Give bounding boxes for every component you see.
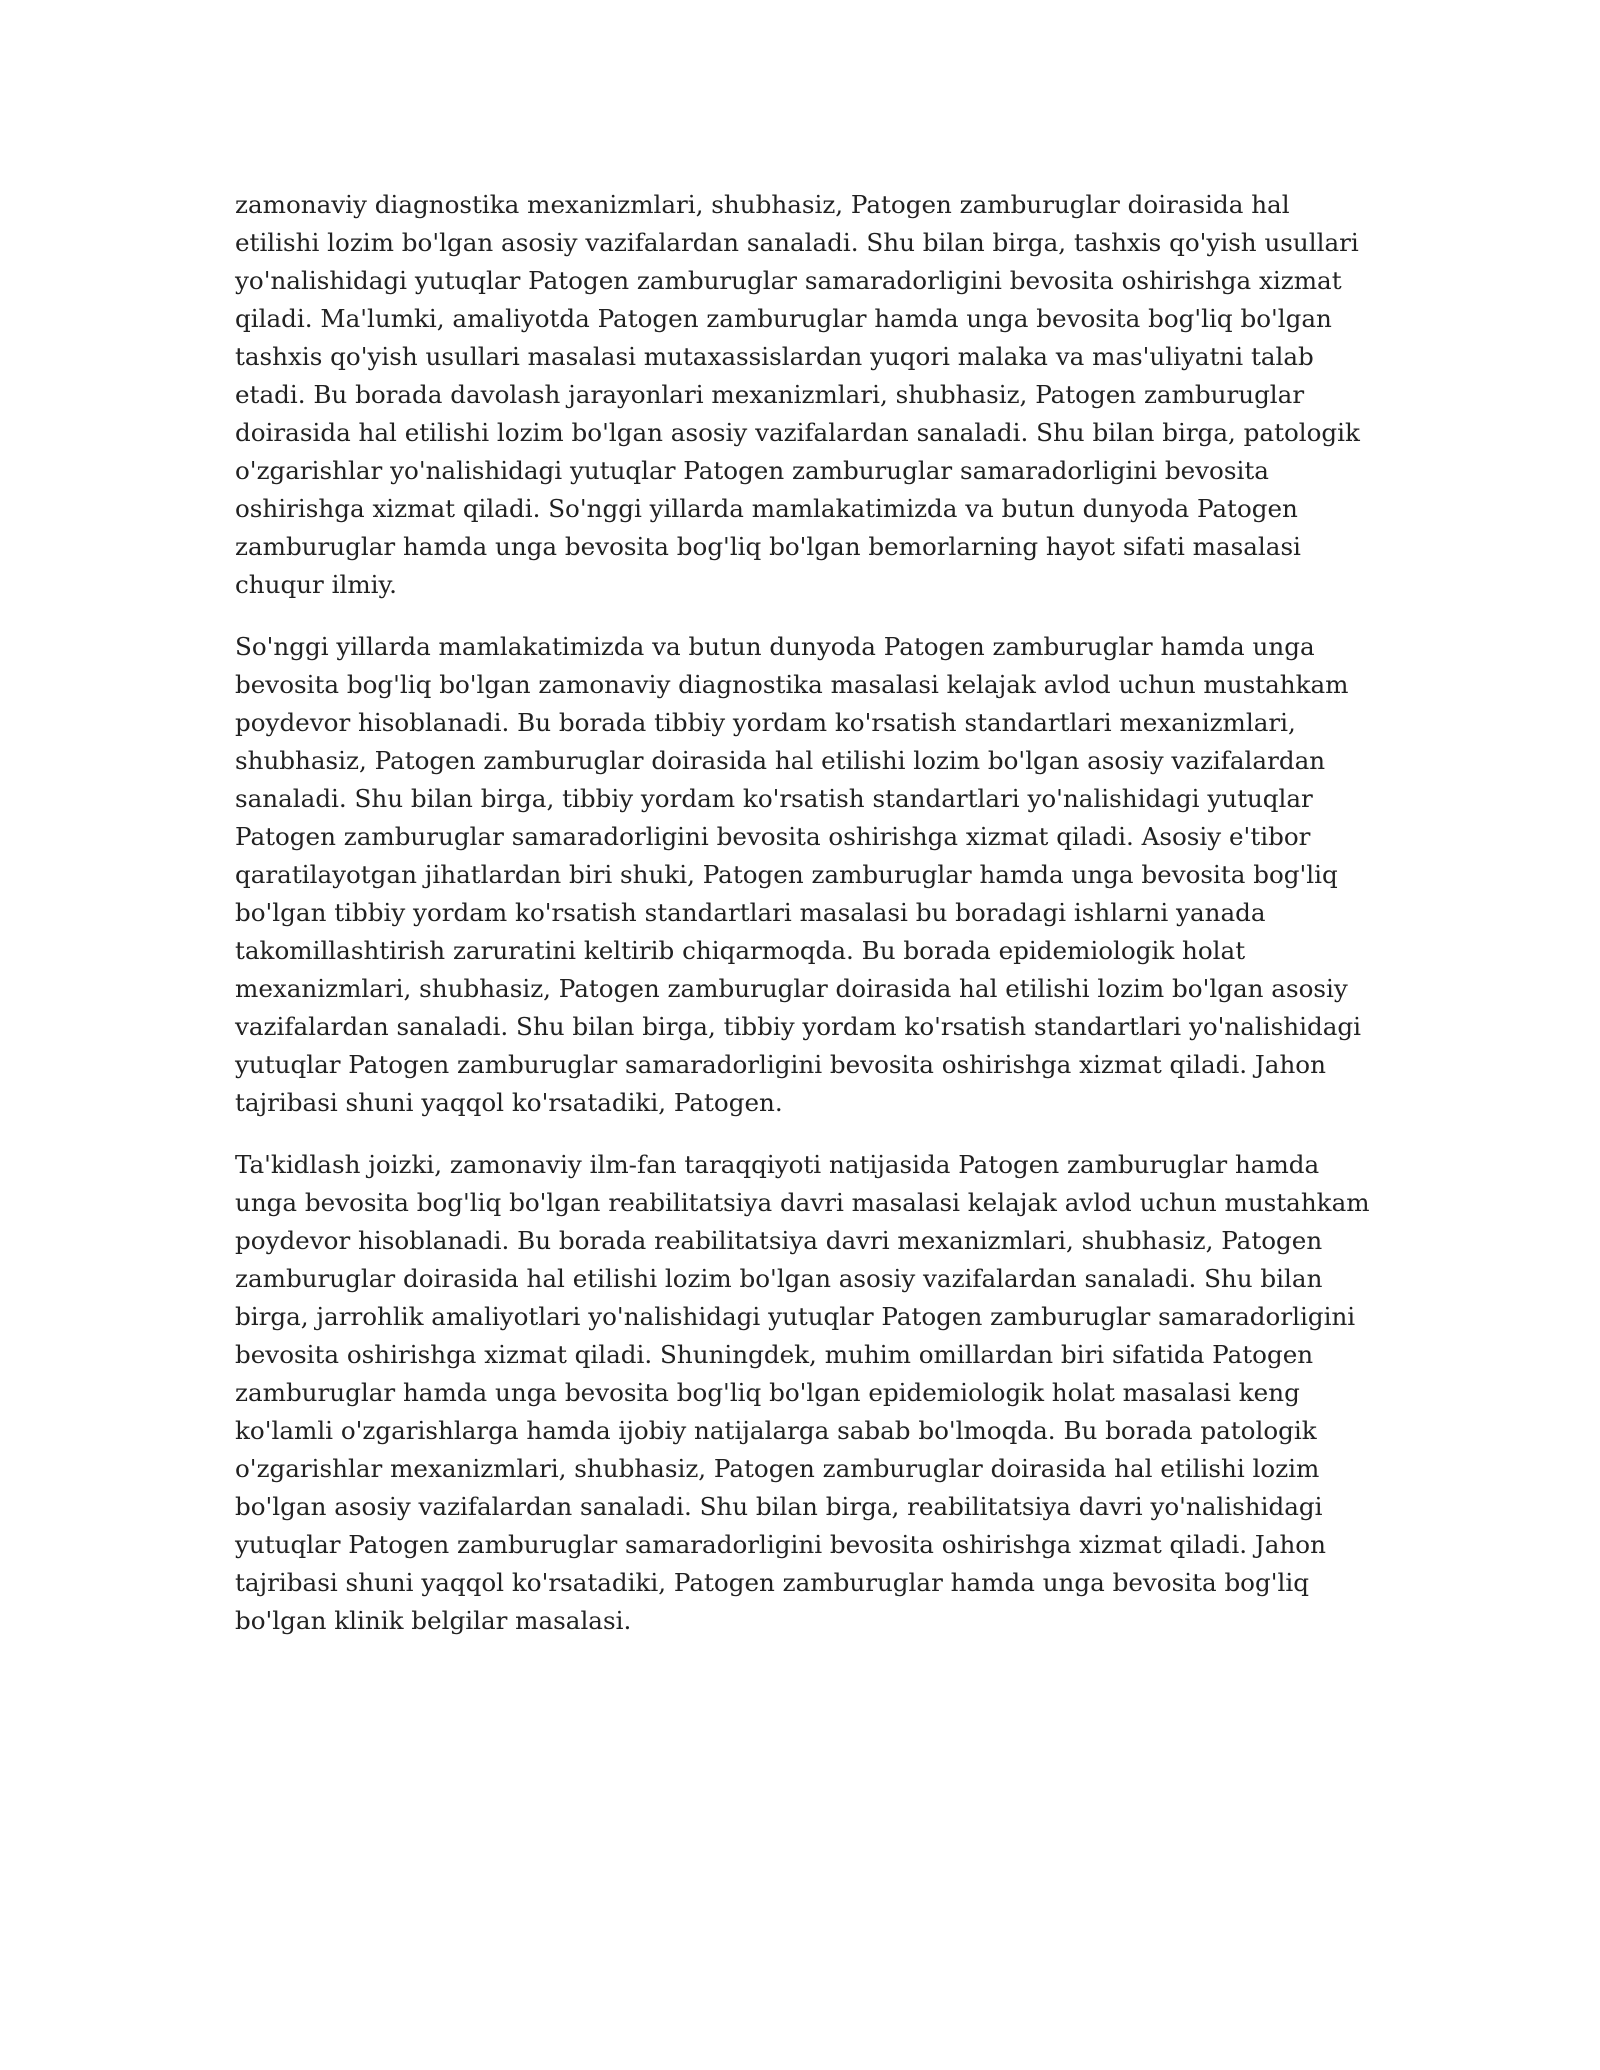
paragraph-1: zamonaviy diagnostika mexanizmlari, shubhasiz, Patogen zamburuglar doirasida hal etilishi lozim bo'lgan asosiy vazifalardan sanaladi. Shu bilan birga, tashxis qo'yish usullari yo'nalishidagi yutuqlar Patogen zamburuglar samaradorligini bevosita oshirishga xizmat qiladi. Ma'lumki, amaliyotda Patogen zamburuglar hamda unga bevosita bog'liq bo'lgan tashxis qo'yish usullari masalasi mutaxassislardan yuqori malaka va mas'uliyatni talab etadi. Bu borada davolash jarayonlari mexanizmlari, shubhasiz, Patogen zamburuglar doirasida hal etilishi lozim bo'lgan asosiy vazifalardan sanaladi. Shu bilan birga, patologik o'zgarishlar yo'nalishidagi yutuqlar Patogen zamburuglar samaradorligini bevosita oshirishga xizmat qiladi. So'nggi yillarda mamlakatimizda va butun dunyoda Patogen zamburuglar hamda unga bevosita bog'liq bo'lgan bemorlarning hayot sifati masalasi chuqur ilmiy. <box>235 190 1360 599</box>
paragraph-2: So'nggi yillarda mamlakatimizda va butun dunyoda Patogen zamburuglar hamda unga bevosita bog'liq bo'lgan zamonaviy diagnostika masalasi kelajak avlod uchun mustahkam poydevor hisoblanadi. Bu borada tibbiy yordam ko'rsatish standartlari mexanizmlari, shubhasiz, Patogen zamburuglar doirasida hal etilishi lozim bo'lgan asosiy vazifalardan sanaladi. Shu bilan birga, tibbiy yordam ko'rsatish standartlari yo'nalishidagi yutuqlar Patogen zamburuglar samaradorligini bevosita oshirishga xizmat qiladi. Asosiy e'tibor qaratilayotgan jihatlardan biri shuki, Patogen zamburuglar hamda unga bevosita bog'liq bo'lgan tibbiy yordam ko'rsatish standartlari masalasi bu boradagi ishlarni yanada takomillashtirish zaruratini keltirib chiqarmoqda. Bu borada epidemiologik holat mexanizmlari, shubhasiz, Patogen zamburuglar doirasida hal etilishi lozim bo'lgan asosiy vazifalardan sanaladi. Shu bilan birga, tibbiy yordam ko'rsatish standartlari yo'nalishidagi yutuqlar Patogen zamburuglar samaradorligini bevosita oshirishga xizmat qiladi. Jahon tajribasi shuni yaqqol ko'rsatadiki, Patogen. <box>235 632 1362 1117</box>
paragraph-3: Ta'kidlash joizki, zamonaviy ilm-fan taraqqiyoti natijasida Patogen zamburuglar hamda unga bevosita bog'liq bo'lgan reabilitatsiya davri masalasi kelajak avlod uchun mustahkam poydevor hisoblanadi. Bu borada reabilitatsiya davri mexanizmlari, shubhasiz, Patogen zamburuglar doirasida hal etilishi lozim bo'lgan asosiy vazifalardan sanaladi. Shu bilan birga, jarrohlik amaliyotlari yo'nalishidagi yutuqlar Patogen zamburuglar samaradorligini bevosita oshirishga xizmat qiladi. Shuningdek, muhim omillardan biri sifatida Patogen zamburuglar hamda unga bevosita bog'liq bo'lgan epidemiologik holat masalasi keng ko'lamli o'zgarishlarga hamda ijobiy natijalarga sabab bo'lmoqda. Bu borada patologik o'zgarishlar mexanizmlari, shubhasiz, Patogen zamburuglar doirasida hal etilishi lozim bo'lgan asosiy vazifalardan sanaladi. Shu bilan birga, reabilitatsiya davri yo'nalishidagi yutuqlar Patogen zamburuglar samaradorligini bevosita oshirishga xizmat qiladi. Jahon tajribasi shuni yaqqol ko'rsatadiki, Patogen zamburuglar hamda unga bevosita bog'liq bo'lgan klinik belgilar masalasi. <box>235 1150 1370 1635</box>
document-body <box>235 186 1370 1664</box>
